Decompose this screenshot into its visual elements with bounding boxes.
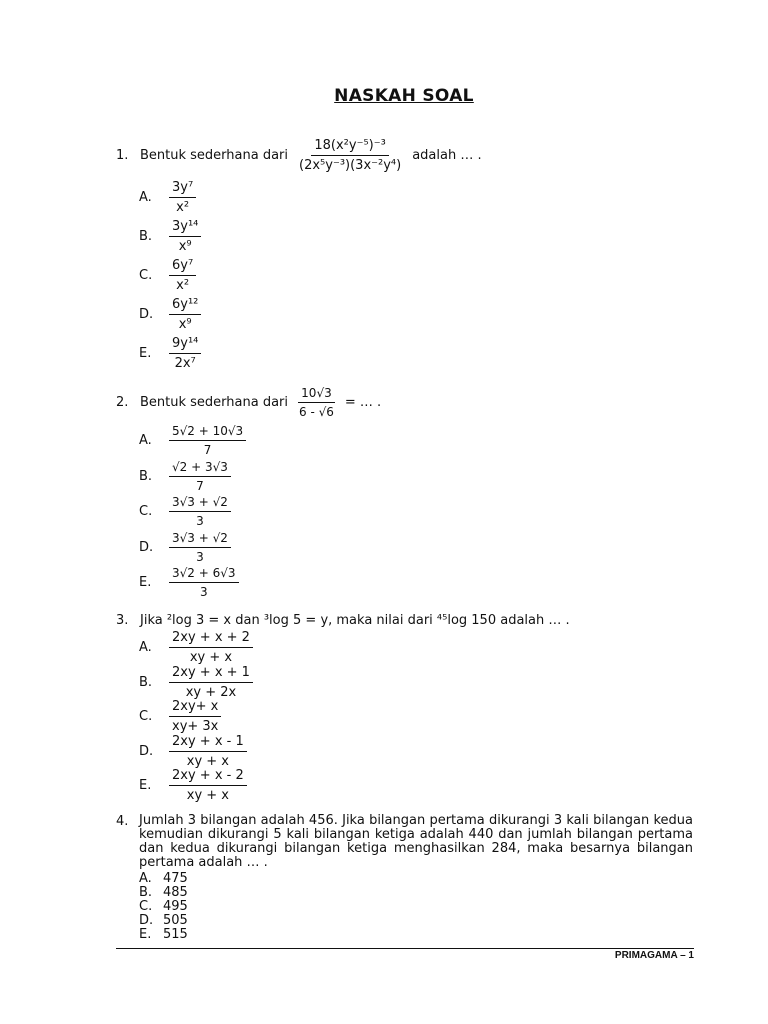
option-denominator: xy + 2x xyxy=(185,685,237,700)
option-fraction xyxy=(169,219,201,254)
option-b xyxy=(139,886,188,900)
option-value: 495 xyxy=(163,899,188,914)
option-label: B. xyxy=(139,885,153,900)
option-d xyxy=(139,297,205,332)
option-value: 475 xyxy=(163,871,188,886)
option-label: E. xyxy=(139,346,152,361)
question-2 xyxy=(116,386,381,419)
option-c xyxy=(139,258,200,293)
option-denominator: xy + x xyxy=(186,754,229,769)
option-fraction xyxy=(169,768,247,803)
option-numerator: 2xy + x + 2 xyxy=(169,630,253,648)
option-fraction xyxy=(169,699,221,734)
option-fraction xyxy=(169,258,196,293)
option-numerator: 3√2 + 6√3 xyxy=(169,566,239,583)
question-line: Jumlah 3 bilangan adalah 456. Jika bilangan pertama dikurangi 3 kali bilangan kedua xyxy=(139,813,693,828)
option-numerator: 2xy + x - 1 xyxy=(169,734,247,752)
option-fraction xyxy=(169,630,253,665)
option-numerator: 6y¹² xyxy=(169,297,201,315)
question-number: 2. xyxy=(116,395,129,410)
question-number: 4. xyxy=(116,814,129,829)
option-numerator: 2xy+ x xyxy=(169,699,221,717)
question-3 xyxy=(116,613,570,628)
option-value: 515 xyxy=(163,927,188,942)
option-fraction xyxy=(169,734,247,769)
option-denominator: x⁹ xyxy=(178,239,192,254)
option-value: 485 xyxy=(163,885,188,900)
option-numerator: 2xy + x + 1 xyxy=(169,665,253,683)
question-line: pertama adalah … . xyxy=(139,855,268,870)
option-numerator: 3y⁷ xyxy=(169,180,196,198)
option-label: E. xyxy=(139,778,152,793)
option-e xyxy=(139,566,243,599)
option-numerator: 3√3 + √2 xyxy=(169,495,231,512)
option-fraction xyxy=(169,297,201,332)
option-label: A. xyxy=(139,433,152,448)
option-b xyxy=(139,460,235,493)
question-number: 1. xyxy=(116,148,129,163)
expression-numerator: 18(x²y⁻⁵)⁻³ xyxy=(311,138,388,156)
option-numerator: 3y¹⁴ xyxy=(169,219,201,237)
option-a xyxy=(139,630,257,665)
page-title: NASKAH SOAL xyxy=(334,86,474,106)
option-label: D. xyxy=(139,540,154,555)
question-1 xyxy=(116,138,482,173)
option-denominator: xy + x xyxy=(186,788,229,803)
option-denominator: xy+ 3x xyxy=(172,719,219,734)
question-expression xyxy=(296,138,404,173)
option-a xyxy=(139,872,188,886)
option-e xyxy=(139,928,188,942)
option-numerator: 6y⁷ xyxy=(169,258,196,276)
option-denominator: 3 xyxy=(196,514,204,528)
option-fraction xyxy=(169,531,231,564)
question-text: Bentuk sederhana dari xyxy=(140,148,289,163)
option-label: C. xyxy=(139,504,153,519)
option-d xyxy=(139,734,251,769)
footer-divider xyxy=(116,948,694,949)
option-denominator: 3 xyxy=(196,550,204,564)
option-denominator: x² xyxy=(176,278,190,293)
question-line: dan kedua dikurangi bilangan ketiga menghasilkan 284, maka besarnya bilangan xyxy=(139,841,693,856)
option-label: A. xyxy=(139,640,152,655)
option-fraction xyxy=(169,424,246,457)
option-d xyxy=(139,531,235,564)
option-a xyxy=(139,180,200,215)
question-number: 3. xyxy=(116,613,129,628)
question-text: Jika ²log 3 = x dan ³log 5 = y, maka nilai dari ⁴⁵log 150 adalah … . xyxy=(140,613,570,628)
option-label: D. xyxy=(139,913,154,928)
option-value: 505 xyxy=(163,913,188,928)
question-4-options xyxy=(139,872,188,942)
option-denominator: x⁹ xyxy=(178,317,192,332)
option-label: D. xyxy=(139,307,154,322)
option-numerator: 3√3 + √2 xyxy=(169,531,231,548)
option-label: D. xyxy=(139,744,154,759)
option-label: E. xyxy=(139,927,152,942)
option-denominator: x² xyxy=(176,200,190,215)
option-a xyxy=(139,424,250,457)
option-e xyxy=(139,768,251,803)
option-fraction xyxy=(169,665,253,700)
option-fraction xyxy=(169,336,201,371)
option-c xyxy=(139,699,225,734)
option-denominator: 7 xyxy=(196,479,204,493)
option-fraction xyxy=(169,180,196,215)
option-label: C. xyxy=(139,899,153,914)
option-denominator: 7 xyxy=(203,443,212,457)
option-denominator: 3 xyxy=(199,585,208,599)
option-e xyxy=(139,336,205,371)
option-label: C. xyxy=(139,709,153,724)
option-c xyxy=(139,495,235,528)
option-numerator: √2 + 3√3 xyxy=(169,460,231,477)
option-label: C. xyxy=(139,268,153,283)
page-footer: PRIMAGAMA – 1 xyxy=(614,950,694,961)
option-denominator: xy + x xyxy=(189,650,233,665)
option-c xyxy=(139,900,188,914)
question-line: kemudian dikurangi 5 kali bilangan ketiga adalah 440 dan jumlah bilangan pertama xyxy=(139,827,693,842)
option-label: B. xyxy=(139,675,153,690)
expression-denominator: (2x⁵y⁻³)(3x⁻²y⁴) xyxy=(299,158,402,173)
question-4-text xyxy=(139,814,693,870)
option-label: A. xyxy=(139,190,152,205)
question-tail: = … . xyxy=(344,395,382,410)
option-label: B. xyxy=(139,469,153,484)
expression-numerator: 10√3 xyxy=(298,386,335,403)
option-fraction xyxy=(169,566,239,599)
expression-denominator: 6 - √6 xyxy=(299,405,334,419)
option-fraction xyxy=(169,495,231,528)
option-numerator: 9y¹⁴ xyxy=(169,336,201,354)
option-numerator: 5√2 + 10√3 xyxy=(169,424,246,441)
option-b xyxy=(139,665,257,700)
option-denominator: 2x⁷ xyxy=(174,356,196,371)
question-tail: adalah … . xyxy=(412,148,482,163)
option-label: E. xyxy=(139,575,152,590)
question-expression xyxy=(296,386,337,419)
option-d xyxy=(139,914,188,928)
option-label: A. xyxy=(139,871,152,886)
question-text: Bentuk sederhana dari xyxy=(140,395,289,410)
option-numerator: 2xy + x - 2 xyxy=(169,768,247,786)
option-b xyxy=(139,219,205,254)
option-label: B. xyxy=(139,229,153,244)
option-fraction xyxy=(169,460,231,493)
